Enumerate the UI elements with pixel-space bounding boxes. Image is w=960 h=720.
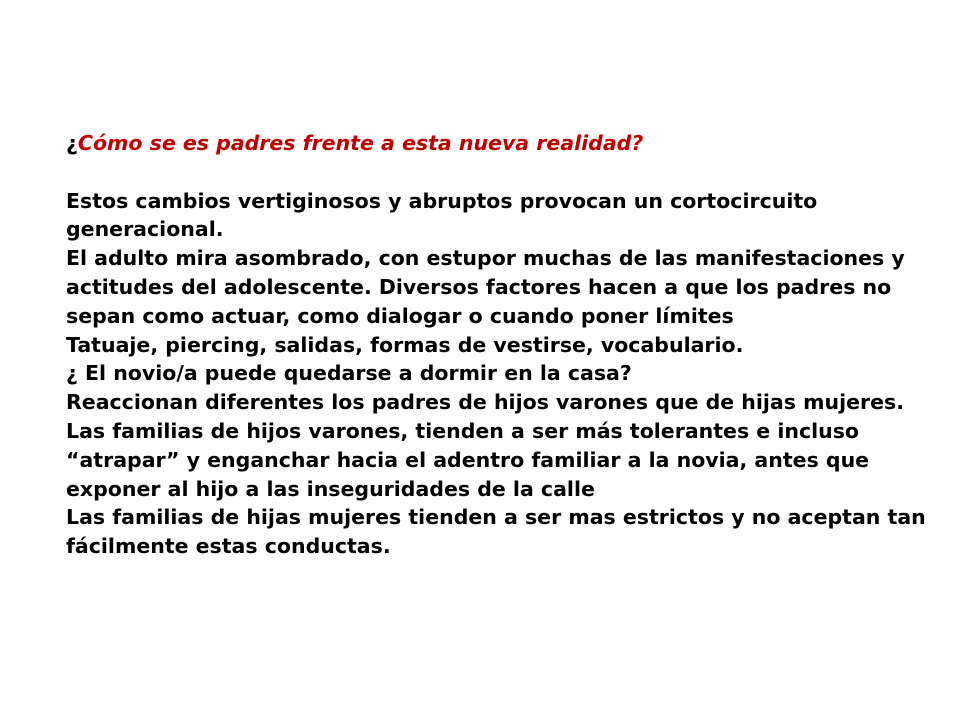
paragraph-tatuaje: Tatuaje, piercing, salidas, formas de vestirse, vocabulario.	[66, 332, 744, 357]
paragraph-reaccionan: Reaccionan diferentes los padres de hijos varones que de hijas mujeres.	[66, 390, 904, 415]
slide-heading	[66, 129, 946, 158]
paragraph-novio: ¿ El novio/a puede quedarse a dormir en la casa?	[66, 361, 632, 386]
heading-question: Cómo se es padres frente a esta nueva realidad?	[77, 131, 644, 155]
slide-text-block	[66, 129, 946, 561]
paragraph-adulto: El adulto mira asombrado, con estupor muchas de las manifestaciones y actitudes del adolescente. Diversos factores hacen a que los padres no sepan como actuar, como dialogar o cuando poner límites	[66, 246, 905, 328]
heading-question-mark: ¿	[66, 131, 78, 155]
paragraph-mujeres: Las familias de hijas mujeres tienden a ser mas estrictos y no aceptan tan fácilmente estas conductas.	[66, 505, 926, 559]
paragraph-cambios: Estos cambios vertiginosos y abruptos provocan un cortocircuito generacional.	[66, 188, 818, 242]
paragraph-varones: Las familias de hijos varones, tienden a ser más tolerantes e incluso “atrapar” y enganchar hacia el adentro familiar a la novia, antes que exponer al hijo a las inseguridades de la calle	[66, 418, 870, 501]
